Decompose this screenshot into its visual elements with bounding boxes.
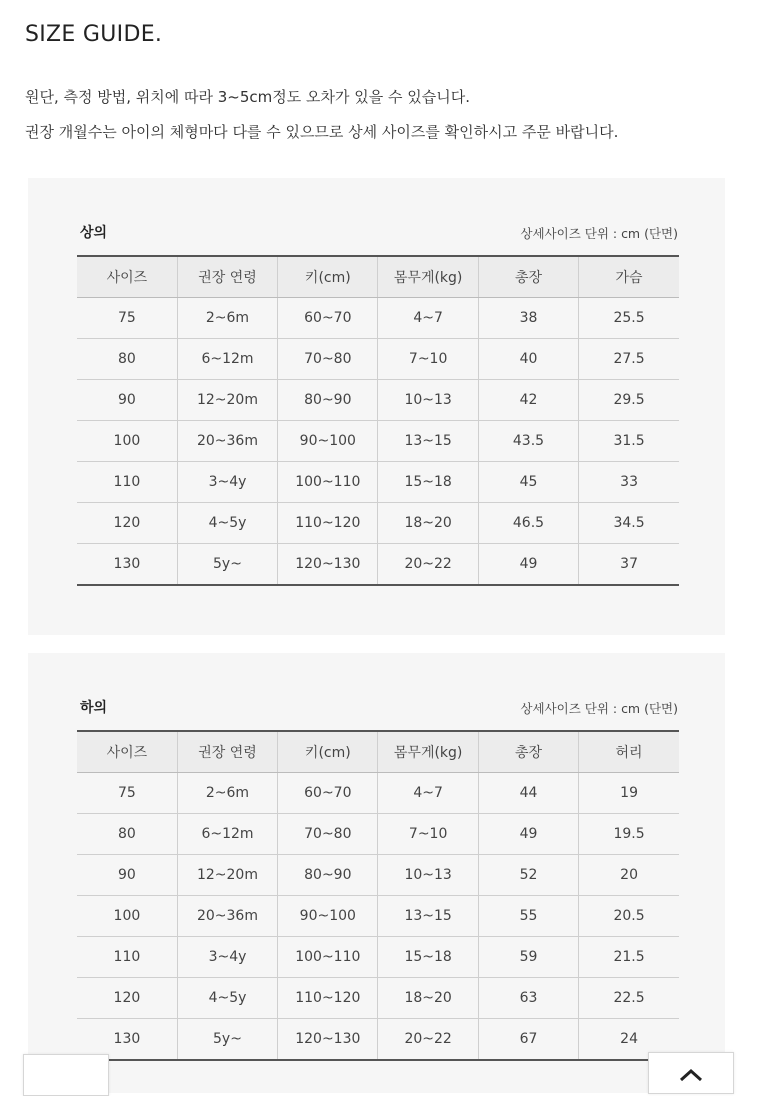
table-cell: 7~10 <box>378 339 478 380</box>
table-cell: 59 <box>478 937 578 978</box>
table-cell: 25.5 <box>579 298 679 339</box>
table-cell: 110 <box>77 937 177 978</box>
table-cell: 10~13 <box>378 380 478 421</box>
bottom-table-title: 하의 <box>80 700 108 716</box>
table-cell: 38 <box>478 298 578 339</box>
table-cell: 20 <box>579 855 679 896</box>
table-cell: 90~100 <box>278 896 378 937</box>
table-cell: 18~20 <box>378 503 478 544</box>
table-cell: 90 <box>77 380 177 421</box>
floating-left-button[interactable] <box>23 1054 109 1096</box>
measurement-note: 원단, 측정 방법, 위치에 따라 3~5cm정도 오차가 있을 수 있습니다. <box>25 88 471 106</box>
column-header: 총장 <box>478 256 578 298</box>
table-cell: 110 <box>77 462 177 503</box>
table-cell: 46.5 <box>478 503 578 544</box>
table-cell: 4~5y <box>177 503 277 544</box>
table-cell: 55 <box>478 896 578 937</box>
table-row <box>77 339 679 380</box>
column-header: 권장 연령 <box>177 731 277 773</box>
table-cell: 5y~ <box>177 544 277 586</box>
table-cell: 20~36m <box>177 421 277 462</box>
table-cell: 4~7 <box>378 298 478 339</box>
table-cell: 130 <box>77 1019 177 1061</box>
table-cell: 60~70 <box>278 298 378 339</box>
table-row <box>77 814 679 855</box>
table-cell: 13~15 <box>378 421 478 462</box>
table-cell: 2~6m <box>177 298 277 339</box>
table-cell: 31.5 <box>579 421 679 462</box>
table-cell: 100~110 <box>278 937 378 978</box>
table-cell: 70~80 <box>278 339 378 380</box>
bottom-size-table <box>77 730 679 1061</box>
table-cell: 75 <box>77 298 177 339</box>
bottom-unit-note: 상세사이즈 단위 : cm (단면) <box>520 701 678 716</box>
table-cell: 110~120 <box>278 503 378 544</box>
table-cell: 4~5y <box>177 978 277 1019</box>
table-cell: 6~12m <box>177 814 277 855</box>
table-cell: 60~70 <box>278 773 378 814</box>
table-cell: 70~80 <box>278 814 378 855</box>
table-cell: 80~90 <box>278 855 378 896</box>
table-cell: 3~4y <box>177 937 277 978</box>
table-cell: 20~22 <box>378 544 478 586</box>
table-cell: 110~120 <box>278 978 378 1019</box>
table-cell: 4~7 <box>378 773 478 814</box>
arrow-up-icon <box>677 1067 705 1083</box>
table-row <box>77 380 679 421</box>
table-cell: 19.5 <box>579 814 679 855</box>
top-table-title: 상의 <box>80 225 108 241</box>
table-cell: 52 <box>478 855 578 896</box>
table-cell: 10~13 <box>378 855 478 896</box>
table-cell: 34.5 <box>579 503 679 544</box>
table-cell: 90~100 <box>278 421 378 462</box>
scroll-top-button[interactable] <box>648 1052 734 1094</box>
table-cell: 12~20m <box>177 855 277 896</box>
table-row <box>77 421 679 462</box>
table-cell: 120 <box>77 503 177 544</box>
table-row <box>77 978 679 1019</box>
table-cell: 120~130 <box>278 1019 378 1061</box>
table-cell: 15~18 <box>378 462 478 503</box>
table-cell: 40 <box>478 339 578 380</box>
table-cell: 24 <box>579 1019 679 1061</box>
table-cell: 12~20m <box>177 380 277 421</box>
table-cell: 42 <box>478 380 578 421</box>
column-header: 가슴 <box>579 256 679 298</box>
column-header: 사이즈 <box>77 731 177 773</box>
table-cell: 80~90 <box>278 380 378 421</box>
table-cell: 80 <box>77 339 177 380</box>
table-cell: 90 <box>77 855 177 896</box>
page-title: SIZE GUIDE. <box>25 22 163 47</box>
table-cell: 100~110 <box>278 462 378 503</box>
table-row <box>77 462 679 503</box>
table-cell: 45 <box>478 462 578 503</box>
table-row <box>77 298 679 339</box>
table-cell: 120~130 <box>278 544 378 586</box>
table-cell: 15~18 <box>378 937 478 978</box>
table-row <box>77 855 679 896</box>
table-cell: 27.5 <box>579 339 679 380</box>
table-cell: 80 <box>77 814 177 855</box>
recommendation-note: 권장 개월수는 아이의 체형마다 다를 수 있으므로 상세 사이즈를 확인하시고 주문 바랍니다. <box>25 123 619 141</box>
table-cell: 63 <box>478 978 578 1019</box>
column-header: 키(cm) <box>278 731 378 773</box>
column-header: 몸무게(kg) <box>378 256 478 298</box>
table-cell: 21.5 <box>579 937 679 978</box>
table-cell: 43.5 <box>478 421 578 462</box>
table-cell: 49 <box>478 544 578 586</box>
table-cell: 67 <box>478 1019 578 1061</box>
table-cell: 3~4y <box>177 462 277 503</box>
table-cell: 5y~ <box>177 1019 277 1061</box>
table-row <box>77 544 679 586</box>
table-cell: 130 <box>77 544 177 586</box>
table-row <box>77 896 679 937</box>
column-header: 키(cm) <box>278 256 378 298</box>
table-cell: 37 <box>579 544 679 586</box>
table-cell: 20.5 <box>579 896 679 937</box>
column-header: 허리 <box>579 731 679 773</box>
column-header: 권장 연령 <box>177 256 277 298</box>
column-header: 사이즈 <box>77 256 177 298</box>
table-cell: 100 <box>77 421 177 462</box>
table-cell: 22.5 <box>579 978 679 1019</box>
table-row <box>77 773 679 814</box>
column-header: 총장 <box>478 731 578 773</box>
table-cell: 13~15 <box>378 896 478 937</box>
top-unit-note: 상세사이즈 단위 : cm (단면) <box>520 226 678 241</box>
table-cell: 100 <box>77 896 177 937</box>
table-cell: 20~36m <box>177 896 277 937</box>
table-header-row <box>77 731 679 773</box>
column-header: 몸무게(kg) <box>378 731 478 773</box>
table-cell: 6~12m <box>177 339 277 380</box>
table-row <box>77 503 679 544</box>
table-cell: 18~20 <box>378 978 478 1019</box>
table-cell: 49 <box>478 814 578 855</box>
bottom-size-panel <box>28 653 725 1093</box>
table-row <box>77 937 679 978</box>
top-size-panel <box>28 178 725 635</box>
table-header-row <box>77 256 679 298</box>
table-cell: 120 <box>77 978 177 1019</box>
table-cell: 29.5 <box>579 380 679 421</box>
table-cell: 75 <box>77 773 177 814</box>
table-cell: 19 <box>579 773 679 814</box>
table-cell: 33 <box>579 462 679 503</box>
table-cell: 20~22 <box>378 1019 478 1061</box>
table-row <box>77 1019 679 1061</box>
table-cell: 44 <box>478 773 578 814</box>
table-cell: 7~10 <box>378 814 478 855</box>
table-cell: 2~6m <box>177 773 277 814</box>
top-size-table <box>77 255 679 586</box>
